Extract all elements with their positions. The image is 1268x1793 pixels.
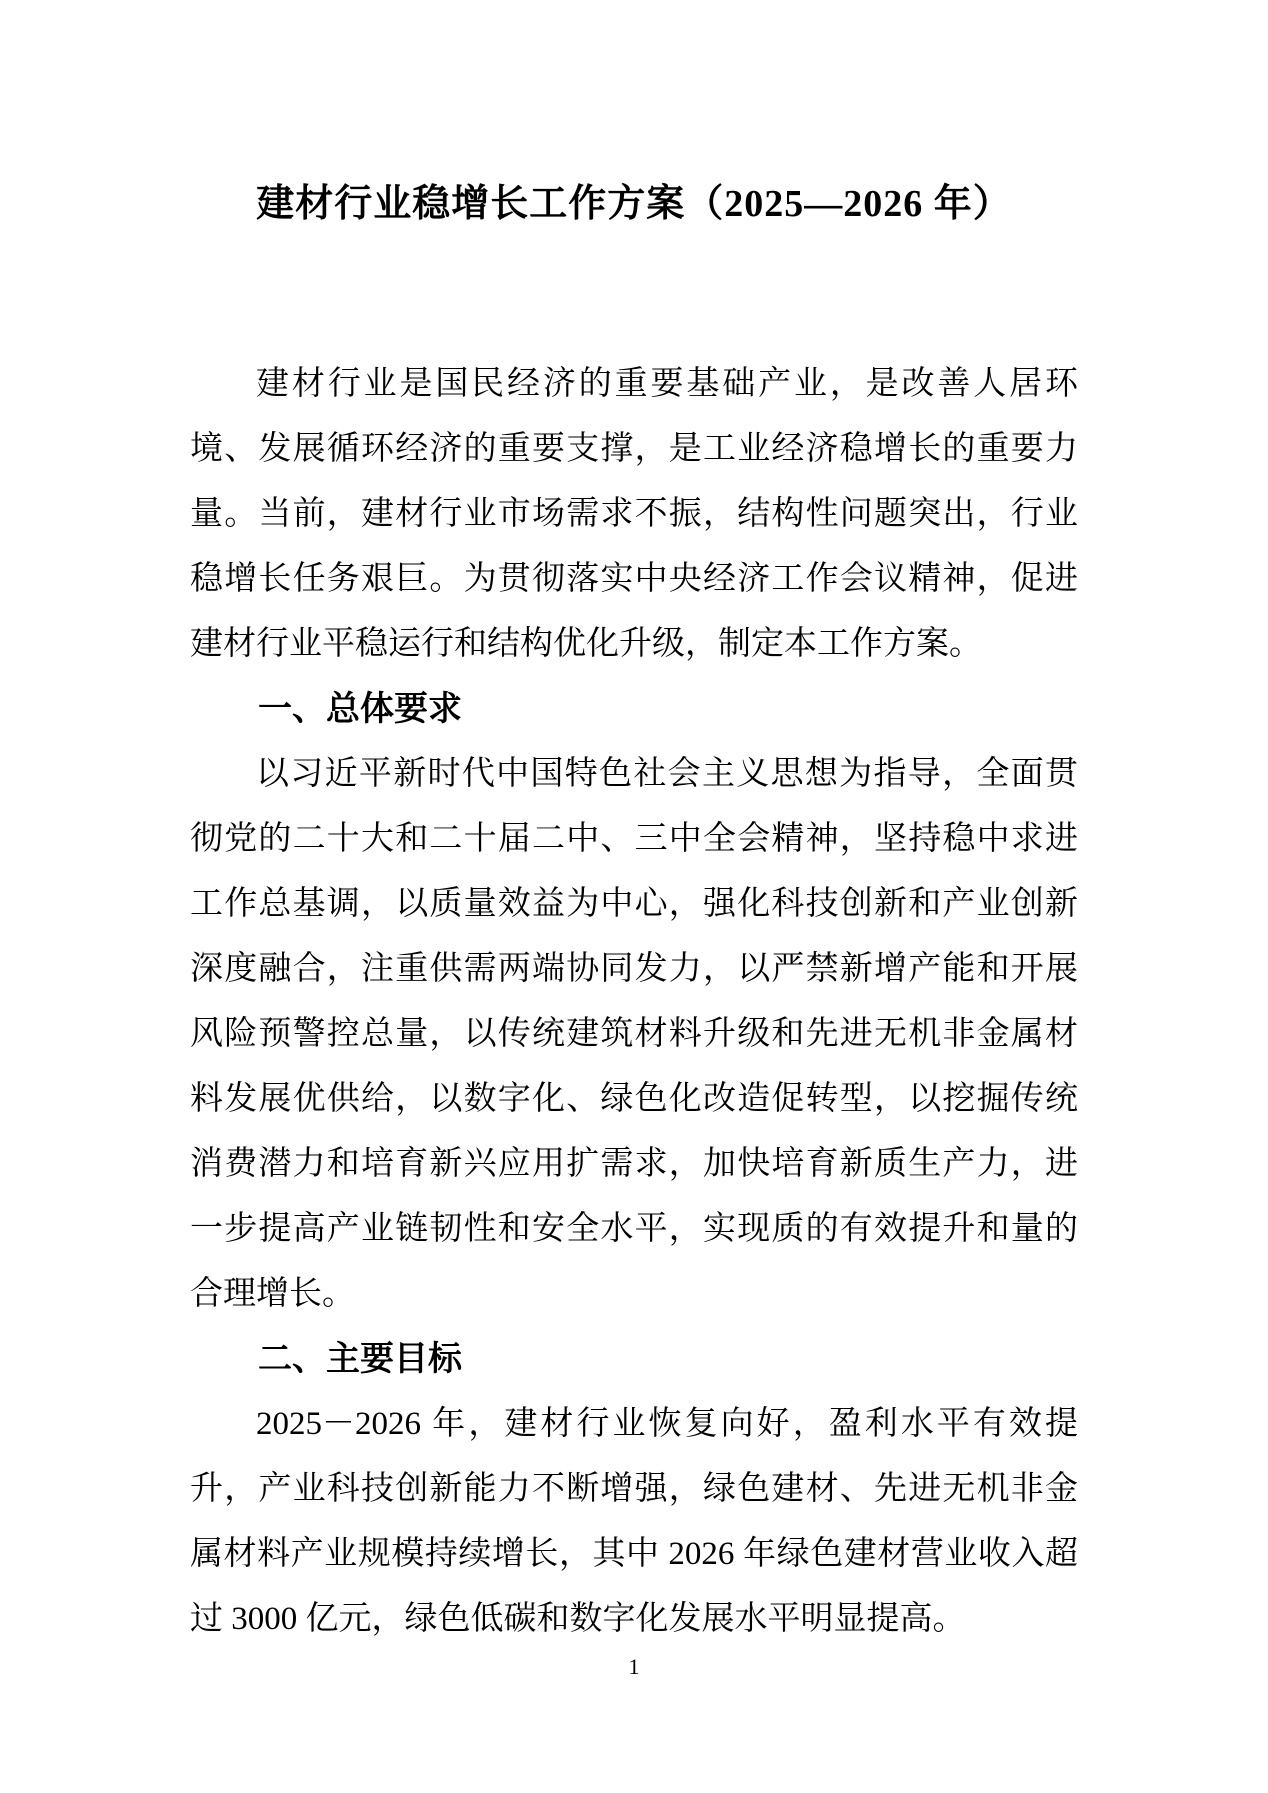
section-heading-overall-requirements: 一、总体要求 <box>258 690 462 728</box>
document-title: 建材行业稳增长工作方案（2025—2026 年） <box>256 183 1012 225</box>
section-body-main-goals: 2025－2026 年，建材行业恢复向好，盈利水平有效提升，产业科技创新能力不断增强，绿色建材、先进无机非金属材料产业规模持续增长，其中 2026 年绿色建材营业收入超过 3000 亿元，绿色低碳和数字化发展水平明显提高。 <box>190 1406 1078 1637</box>
page-number: 1 <box>628 1654 640 1679</box>
section-body-overall-requirements: 以习近平新时代中国特色社会主义思想为指导，全面贯彻党的二十大和二十届二中、三中全会精神，坚持稳中求进工作总基调，以质量效益为中心，强化科技创新和产业创新深度融合，注重供需两端协同发力，以严禁新增产能和开展风险预警控总量，以传统建筑材料升级和先进无机非金属材料发展优供给，以数字化、绿色化改造促转型，以挖掘传统消费潜力和培育新兴应用扩需求，加快培育新质生产力，进一步提高产业链韧性和安全水平，实现质的有效提升和量的合理增长。 <box>190 756 1078 1312</box>
section-heading-main-goals: 二、主要目标 <box>258 1340 462 1378</box>
intro-paragraph: 建材行业是国民经济的重要基础产业，是改善人居环境、发展循环经济的重要支撑，是工业经济稳增长的重要力量。当前，建材行业市场需求不振，结构性问题突出，行业稳增长任务艰巨。为贯彻落实中央经济工作会议精神，促进建材行业平稳运行和结构优化升级，制定本工作方案。 <box>190 366 1078 662</box>
